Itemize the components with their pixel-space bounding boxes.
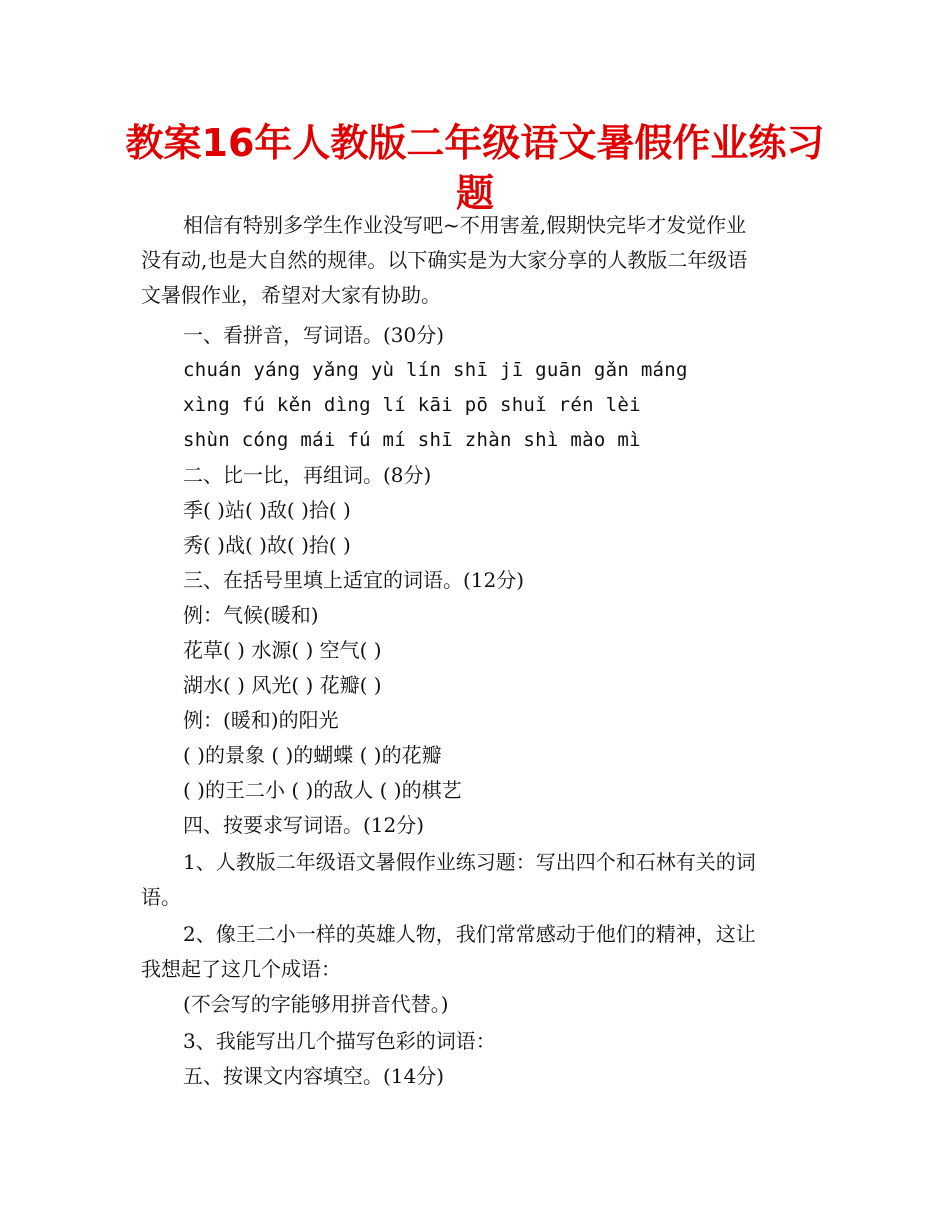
section-3-heading: 三、在括号里填上适宜的词语。(12分) [183, 568, 525, 592]
section-4-heading: 四、按要求写词语。(12分) [183, 813, 425, 837]
section-1-heading: 一、看拼音，写词语。(30分) [183, 323, 445, 347]
pinyin-row-2: xìng fú kěn dìng lí kāi pō shuǐ rén lèi [183, 394, 641, 416]
fill-row-a-2: 湖水( ) 风光( ) 花瓣( ) [183, 673, 382, 697]
intro-line-3: 文暑假作业，希望对大家有协助。 [141, 283, 441, 307]
document-title-line-1: 教案16年人教版二年级语文暑假作业练习 [125, 121, 825, 165]
compare-row-1: 季( )站( )敌( )拾( ) [183, 498, 351, 522]
question-2-note: (不会写的字能够用拼音代替。) [183, 992, 449, 1016]
question-1-line-1: 1、人教版二年级语文暑假作业练习题：写出四个和石林有关的词 [183, 850, 756, 874]
question-3: 3、我能写出几个描写色彩的词语： [183, 1029, 496, 1053]
example-1: 例：气候(暖和) [183, 603, 319, 627]
intro-line-2: 没有动,也是大自然的规律。以下确实是为大家分享的人教版二年级语 [141, 248, 748, 272]
section-2-heading: 二、比一比，再组词。(8分) [183, 463, 432, 487]
question-2-line-1: 2、像王二小一样的英雄人物，我们常常感动于他们的精神，这让 [183, 922, 756, 946]
pinyin-row-1: chuán yáng yǎng yù lín shī jī guān gǎn máng [183, 359, 688, 381]
pinyin-row-3: shùn cóng mái fú mí shī zhàn shì mào mì [183, 429, 641, 451]
fill-row-b-2: ( )的王二小 ( )的敌人 ( )的棋艺 [183, 778, 462, 802]
intro-line-1: 相信有特别多学生作业没写吧~不用害羞,假期快完毕才发觉作业 [183, 213, 747, 237]
fill-row-b-1: ( )的景象 ( )的蝴蝶 ( )的花瓣 [183, 743, 442, 767]
example-2: 例：(暖和)的阳光 [183, 708, 339, 732]
section-5-heading: 五、按课文内容填空。(14分) [183, 1064, 445, 1088]
compare-row-2: 秀( )战( )故( )抬( ) [183, 533, 351, 557]
document-title-line-2: 题 [455, 171, 494, 215]
question-2-line-2: 我想起了这几个成语： [141, 957, 341, 981]
fill-row-a-1: 花草( ) 水源( ) 空气( ) [183, 638, 382, 662]
question-1-line-2: 语。 [141, 885, 181, 909]
